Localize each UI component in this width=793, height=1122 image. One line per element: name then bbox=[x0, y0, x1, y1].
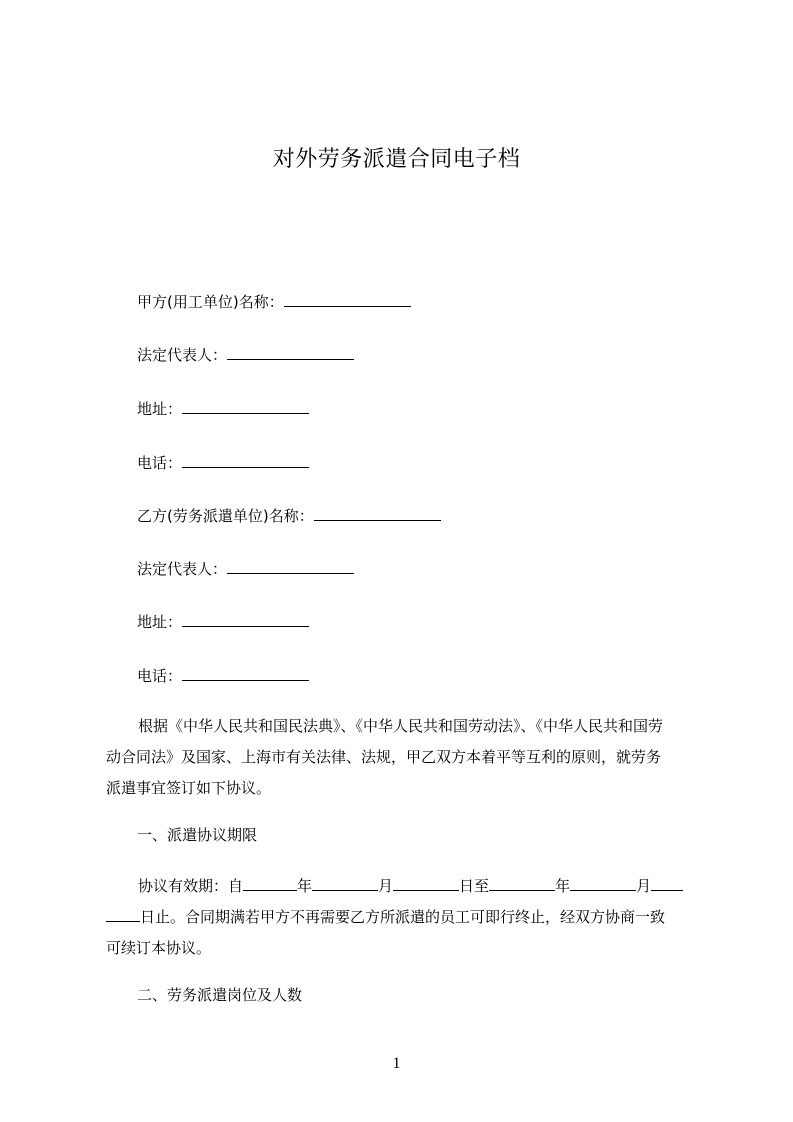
intro-paragraph bbox=[106, 711, 700, 804]
party-a-address-label: 地址： bbox=[137, 400, 183, 418]
party-a-phone-field[interactable] bbox=[137, 452, 309, 473]
start-month-blank[interactable] bbox=[312, 875, 378, 891]
intro-line-3: 派遣事宜签订如下协议。 bbox=[106, 779, 272, 797]
intro-line-2: 动合同法》及国家、上海市有关法律、法规，甲乙双方本着平等互利的原则，就劳务 bbox=[106, 748, 662, 766]
party-b-rep-label: 法定代表人： bbox=[137, 560, 228, 578]
document-title: 对外劳务派遣合同电子档 bbox=[272, 147, 521, 172]
term-line-1 bbox=[106, 871, 700, 902]
party-b-phone-blank[interactable] bbox=[182, 665, 309, 681]
party-b-address-blank[interactable] bbox=[182, 611, 309, 627]
term-prefix: 协议有效期：自 bbox=[138, 877, 244, 895]
party-a-address-blank[interactable] bbox=[182, 398, 309, 414]
party-a-phone-label: 电话： bbox=[137, 454, 183, 472]
end-year-blank[interactable] bbox=[489, 875, 555, 891]
year2-label: 年 bbox=[555, 877, 571, 895]
section-2-heading: 二、劳务派遣岗位及人数 bbox=[137, 986, 303, 1004]
month2-label: 月 bbox=[636, 877, 652, 895]
term-line-2-text: 日止。合同期满若甲方不再需要乙方所派遣的员工可即行终止，经双方协商一致 bbox=[140, 908, 666, 926]
year-label: 年 bbox=[297, 877, 313, 895]
intro-line-1: 根据《中华人民共和国民法典》、《中华人民共和国劳动法》、《中华人民共和国劳 bbox=[138, 717, 664, 735]
start-year-blank[interactable] bbox=[243, 875, 297, 891]
party-b-phone-label: 电话： bbox=[137, 667, 183, 685]
end-month-blank[interactable] bbox=[570, 875, 636, 891]
party-a-name-field[interactable] bbox=[137, 291, 411, 312]
month-label: 月 bbox=[378, 877, 394, 895]
term-line-3: 可续订本协议。 bbox=[106, 939, 212, 957]
end-day-blank-part1[interactable] bbox=[651, 875, 683, 891]
party-b-address-field[interactable] bbox=[137, 611, 309, 632]
party-a-name-blank[interactable] bbox=[284, 291, 411, 307]
start-day-blank[interactable] bbox=[393, 875, 459, 891]
day-to-label: 日至 bbox=[459, 877, 490, 895]
term-line-2 bbox=[106, 902, 700, 933]
party-a-rep-blank[interactable] bbox=[227, 344, 354, 360]
party-b-name-blank[interactable] bbox=[314, 505, 441, 521]
party-b-rep-field[interactable] bbox=[137, 558, 354, 579]
party-a-address-field[interactable] bbox=[137, 398, 309, 419]
term-paragraph bbox=[106, 871, 700, 964]
party-b-address-label: 地址： bbox=[137, 613, 183, 631]
section-1-heading: 一、派遣协议期限 bbox=[137, 826, 258, 844]
page-number: 1 bbox=[392, 1055, 401, 1072]
party-a-name-label: 甲方(用工单位)名称： bbox=[137, 293, 284, 311]
party-b-name-field[interactable] bbox=[137, 505, 441, 526]
end-day-blank-part2[interactable] bbox=[106, 906, 140, 922]
party-b-name-label: 乙方(劳务派遣单位)名称： bbox=[137, 507, 314, 525]
party-b-rep-blank[interactable] bbox=[227, 558, 354, 574]
party-a-phone-blank[interactable] bbox=[182, 452, 309, 468]
party-a-rep-label: 法定代表人： bbox=[137, 346, 228, 364]
party-b-phone-field[interactable] bbox=[137, 665, 309, 686]
party-a-rep-field[interactable] bbox=[137, 344, 354, 365]
